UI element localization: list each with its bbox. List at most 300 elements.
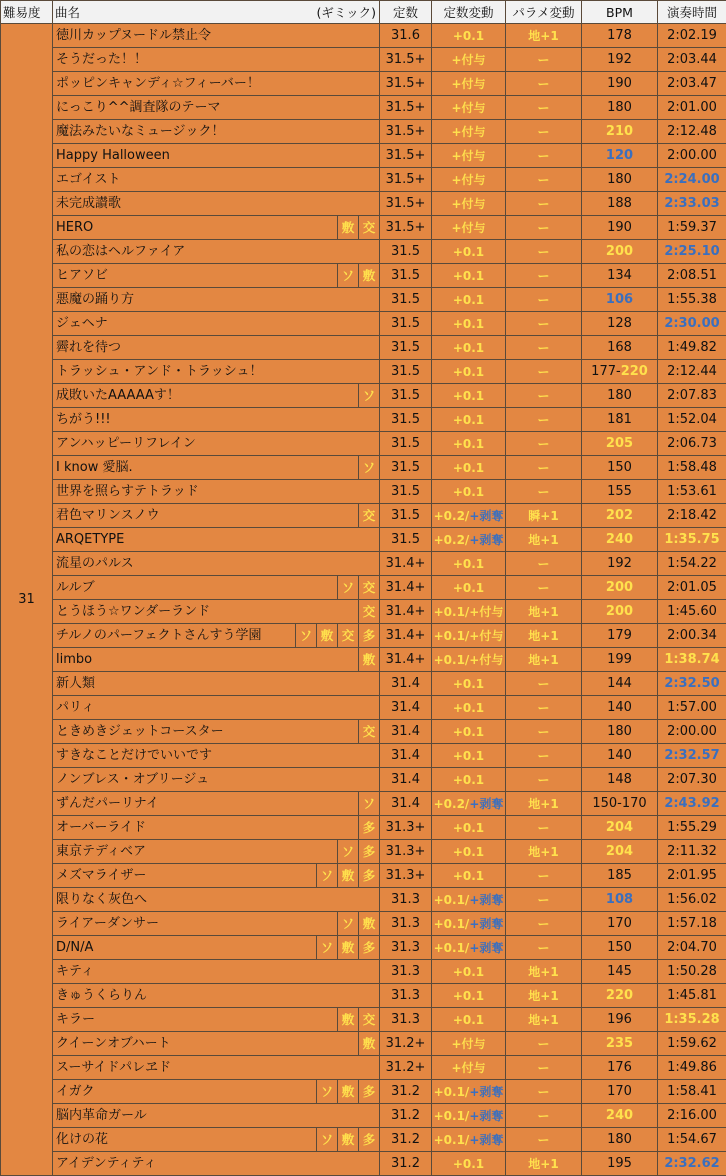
table-row[interactable] — [1, 768, 726, 792]
bpm-cell — [582, 264, 658, 288]
header-row — [1, 1, 726, 24]
song-name: オーバーライド — [53, 816, 358, 839]
play-time-cell — [658, 960, 726, 984]
song-name-cell[interactable] — [53, 1128, 380, 1152]
play-time: 2:01.00 — [667, 100, 717, 115]
song-name-wrap — [53, 552, 379, 575]
constant-cell: 31.3 — [380, 984, 432, 1008]
bpm-cell — [582, 744, 658, 768]
table-row[interactable] — [1, 192, 726, 216]
param-change-cell: 地+1 — [506, 528, 582, 552]
constant-change-cell — [432, 312, 506, 336]
song-name-cell[interactable] — [53, 1080, 380, 1104]
song-name-cell[interactable] — [53, 744, 380, 768]
bpm-cell — [582, 384, 658, 408]
play-time-cell — [658, 672, 726, 696]
song-name-cell[interactable] — [53, 720, 380, 744]
song-name-cell[interactable] — [53, 552, 380, 576]
constant-change-cell — [432, 24, 506, 48]
gimmick-tag: 多 — [358, 840, 379, 863]
bpm-cell — [582, 624, 658, 648]
song-name-cell[interactable] — [53, 48, 380, 72]
param-change-cell: 地+1 — [506, 1008, 582, 1032]
table-row[interactable] — [1, 48, 726, 72]
table-row[interactable] — [1, 600, 726, 624]
constant-change-cell — [432, 672, 506, 696]
gimmick-tag: ソ — [337, 576, 358, 599]
constant-change-cell — [432, 792, 506, 816]
gimmick-tag: ソ — [337, 912, 358, 935]
song-name: 流星のパルス — [53, 552, 379, 575]
song-name-cell[interactable] — [53, 1008, 380, 1032]
song-name: メズマライザー — [53, 864, 316, 887]
song-name-wrap — [53, 792, 379, 815]
song-name-wrap — [53, 768, 379, 791]
bpm-value: 188 — [607, 196, 632, 211]
song-name-cell[interactable] — [53, 288, 380, 312]
constant-change-cell — [432, 1008, 506, 1032]
constant-cell: 31.5+ — [380, 216, 432, 240]
gimmick-tag: 交 — [358, 504, 379, 527]
table-row[interactable] — [1, 984, 726, 1008]
song-name-wrap — [53, 192, 379, 215]
constant-change: +0.1 — [453, 389, 484, 403]
song-name-cell[interactable] — [53, 216, 380, 240]
bpm-cell — [582, 96, 658, 120]
gimmick-tag: 多 — [358, 816, 379, 839]
song-name: 脳内革命ガール — [53, 1104, 379, 1127]
constant-change: +0.1 — [453, 245, 484, 259]
song-name-cell[interactable] — [53, 768, 380, 792]
bpm-value: 168 — [607, 340, 632, 355]
song-name-wrap — [53, 1128, 379, 1151]
song-name-cell[interactable] — [53, 1056, 380, 1080]
table-row[interactable] — [1, 264, 726, 288]
table-row[interactable] — [1, 1008, 726, 1032]
song-name-cell[interactable] — [53, 888, 380, 912]
song-name: ずんだパーリナイ — [53, 792, 358, 815]
song-name: ときめきジェットコースター — [53, 720, 358, 743]
song-name-cell[interactable] — [53, 144, 380, 168]
song-name-wrap — [53, 576, 379, 599]
constant-cell: 31.2 — [380, 1104, 432, 1128]
song-name: ルルブ — [53, 576, 337, 599]
param-change-cell: ー — [506, 864, 582, 888]
param-change-cell: 地+1 — [506, 24, 582, 48]
song-name-wrap — [53, 648, 379, 671]
header-bpm[interactable]: BPM — [582, 1, 658, 24]
song-name: 成敗いたAAAAAす！ — [53, 384, 358, 407]
constant-change-cell — [432, 936, 506, 960]
play-time-cell — [658, 24, 726, 48]
bpm-cell — [582, 1032, 658, 1056]
song-name-cell[interactable] — [53, 984, 380, 1008]
table-row[interactable] — [1, 240, 726, 264]
constant-change: +付与 — [451, 101, 485, 115]
table-row[interactable] — [1, 624, 726, 648]
constant-cell: 31.4+ — [380, 648, 432, 672]
song-name-wrap — [53, 504, 379, 527]
constant-change-cell — [432, 504, 506, 528]
bpm-cell — [582, 168, 658, 192]
table-row[interactable] — [1, 384, 726, 408]
table-row[interactable] — [1, 480, 726, 504]
constant-change-cell — [432, 96, 506, 120]
song-name-cell[interactable] — [53, 936, 380, 960]
constant-change-cell — [432, 1032, 506, 1056]
song-name-wrap — [53, 696, 379, 719]
song-name-cell[interactable] — [53, 360, 380, 384]
constant-cell: 31.5+ — [380, 48, 432, 72]
song-name-cell[interactable] — [53, 792, 380, 816]
constant-change-cell — [432, 600, 506, 624]
constant-cell: 31.2 — [380, 1080, 432, 1104]
table-row[interactable] — [1, 168, 726, 192]
constant-change: +0.1 — [453, 725, 484, 739]
play-time-cell — [658, 744, 726, 768]
bpm-value: 200 — [606, 244, 633, 259]
table-row[interactable] — [1, 1056, 726, 1080]
play-time-cell — [658, 288, 726, 312]
table-row[interactable] — [1, 24, 726, 48]
bpm-value: 192 — [607, 52, 632, 67]
constant-change: +0.1 — [453, 965, 484, 979]
bpm-cell — [582, 504, 658, 528]
song-name-cell[interactable] — [53, 120, 380, 144]
bpm-cell — [582, 1008, 658, 1032]
play-time: 1:53.61 — [667, 484, 717, 499]
table-row[interactable] — [1, 696, 726, 720]
constant-cell: 31.5 — [380, 528, 432, 552]
constant-cell: 31.3 — [380, 912, 432, 936]
play-time: 2:06.73 — [667, 436, 717, 451]
table-row[interactable] — [1, 408, 726, 432]
song-name-cell[interactable] — [53, 840, 380, 864]
gimmick-tag: 交 — [358, 600, 379, 623]
table-row[interactable] — [1, 552, 726, 576]
play-time: 1:55.38 — [667, 292, 717, 307]
gimmick-tag: 敷 — [358, 1032, 379, 1055]
bpm-value: 204 — [606, 844, 633, 859]
play-time-cell — [658, 192, 726, 216]
song-name-cell[interactable] — [53, 168, 380, 192]
song-name-cell[interactable] — [53, 264, 380, 288]
param-change-cell: ー — [506, 768, 582, 792]
play-time: 1:59.37 — [667, 220, 717, 235]
song-name-cell[interactable] — [53, 960, 380, 984]
play-time-cell — [658, 864, 726, 888]
play-time: 2:11.32 — [667, 844, 717, 859]
song-name-cell[interactable] — [53, 528, 380, 552]
play-time: 1:52.04 — [667, 412, 717, 427]
song-name-wrap — [53, 816, 379, 839]
bpm-value: 106 — [606, 292, 633, 307]
song-name: D/N/A — [53, 936, 316, 959]
constant-cell: 31.5+ — [380, 96, 432, 120]
play-time: 1:50.28 — [667, 964, 717, 979]
table-row[interactable] — [1, 72, 726, 96]
constant-change: +0.1 — [453, 485, 484, 499]
song-name-wrap — [53, 912, 379, 935]
play-time-cell — [658, 48, 726, 72]
constant-change: +0.1 — [453, 677, 484, 691]
table-row[interactable] — [1, 912, 726, 936]
constant-cell: 31.5 — [380, 240, 432, 264]
bpm-value: 179 — [607, 628, 632, 643]
song-name: きゅうくらりん — [53, 984, 379, 1007]
constant-change-cell — [432, 336, 506, 360]
song-name: Happy Halloween — [53, 144, 379, 167]
song-name-cell[interactable] — [53, 384, 380, 408]
constant-cell: 31.2+ — [380, 1032, 432, 1056]
song-name-cell[interactable] — [53, 240, 380, 264]
song-name-cell[interactable] — [53, 576, 380, 600]
table-row[interactable] — [1, 864, 726, 888]
table-row[interactable] — [1, 672, 726, 696]
constant-change: +付与 — [451, 125, 485, 139]
table-row[interactable] — [1, 216, 726, 240]
play-time: 2:00.34 — [667, 628, 717, 643]
constant-cell: 31.2 — [380, 1128, 432, 1152]
song-name-wrap — [53, 312, 379, 335]
param-change-cell: ー — [506, 408, 582, 432]
play-time: 2:12.44 — [667, 364, 717, 379]
bpm-value: 192 — [607, 556, 632, 571]
play-time-cell — [658, 936, 726, 960]
param-change-cell: ー — [506, 288, 582, 312]
table-row[interactable] — [1, 576, 726, 600]
bpm-cell — [582, 1056, 658, 1080]
song-name-cell[interactable] — [53, 816, 380, 840]
song-name-cell[interactable] — [53, 456, 380, 480]
bpm-value: 199 — [607, 652, 632, 667]
constant-cell: 31.3 — [380, 1008, 432, 1032]
song-name: 化けの花 — [53, 1128, 316, 1151]
constant-change: +付与 — [451, 1037, 485, 1051]
song-name-cell[interactable] — [53, 24, 380, 48]
table-row[interactable] — [1, 936, 726, 960]
song-name-wrap — [53, 528, 379, 551]
param-change-cell: ー — [506, 888, 582, 912]
song-name: キティ — [53, 960, 379, 983]
bpm-cell — [582, 816, 658, 840]
play-time: 1:38.74 — [664, 652, 719, 667]
play-time: 1:58.48 — [667, 460, 717, 475]
song-name-cell[interactable] — [53, 624, 380, 648]
table-row[interactable] — [1, 360, 726, 384]
constant-cell: 31.4 — [380, 768, 432, 792]
header-difficulty[interactable]: 難易度 — [1, 1, 53, 24]
song-name: 世界を照らすテトラッド — [53, 480, 379, 503]
play-time: 2:30.00 — [664, 316, 719, 331]
table-row[interactable] — [1, 288, 726, 312]
play-time-cell — [658, 216, 726, 240]
song-name-cell[interactable] — [53, 504, 380, 528]
constant-change-deprive: +剥奪 — [469, 893, 503, 907]
table-row[interactable] — [1, 120, 726, 144]
song-name-wrap — [53, 888, 379, 911]
song-name-cell[interactable] — [53, 672, 380, 696]
param-change-cell: ー — [506, 216, 582, 240]
play-time: 1:49.86 — [667, 1060, 717, 1075]
play-time: 2:02.19 — [667, 28, 717, 43]
song-name-cell[interactable] — [53, 912, 380, 936]
play-time: 1:59.62 — [667, 1036, 717, 1051]
table-row[interactable] — [1, 816, 726, 840]
constant-change-cell — [432, 72, 506, 96]
table-row[interactable] — [1, 744, 726, 768]
constant-cell: 31.5 — [380, 312, 432, 336]
play-time-cell — [658, 1080, 726, 1104]
song-name-wrap — [53, 960, 379, 983]
song-name-wrap — [53, 96, 379, 119]
song-name-cell[interactable] — [53, 600, 380, 624]
bpm-value: 195 — [607, 1156, 632, 1171]
bpm-value: 120 — [606, 148, 633, 163]
song-name: HERO — [53, 216, 337, 239]
play-time-cell — [658, 264, 726, 288]
constant-change: +0.1 — [453, 461, 484, 475]
bpm-value: 150 — [607, 940, 632, 955]
gimmick-tag: ソ — [316, 864, 337, 887]
table-row[interactable] — [1, 1080, 726, 1104]
table-row[interactable] — [1, 960, 726, 984]
bpm-cell — [582, 648, 658, 672]
song-name: ちがう!!! — [53, 408, 379, 431]
constant-cell: 31.5 — [380, 504, 432, 528]
song-name-wrap — [53, 240, 379, 263]
song-name: ノンブレス・オブリージュ — [53, 768, 379, 791]
param-change-cell: ー — [506, 120, 582, 144]
constant-change-cell — [432, 960, 506, 984]
bpm-value: 177- — [591, 364, 621, 379]
constant-change: +0.1 — [453, 773, 484, 787]
constant-change: +付与 — [451, 1061, 485, 1075]
param-change-cell: ー — [506, 144, 582, 168]
constant-cell: 31.5+ — [380, 144, 432, 168]
gimmick-tag: 多 — [358, 1128, 379, 1151]
song-name-wrap — [53, 48, 379, 71]
gimmick-tag: 交 — [337, 624, 358, 647]
song-name-cell[interactable] — [53, 336, 380, 360]
play-time: 2:07.30 — [667, 772, 717, 787]
song-name-cell[interactable] — [53, 864, 380, 888]
bpm-value: 200 — [606, 604, 633, 619]
table-row[interactable] — [1, 720, 726, 744]
table-row[interactable] — [1, 1104, 726, 1128]
param-change-cell: ー — [506, 720, 582, 744]
play-time: 1:57.18 — [667, 916, 717, 931]
constant-cell: 31.5 — [380, 456, 432, 480]
table-row[interactable] — [1, 96, 726, 120]
song-name-wrap — [53, 336, 379, 359]
table-row[interactable] — [1, 528, 726, 552]
param-change-cell: ー — [506, 936, 582, 960]
constant-change-cell — [432, 1056, 506, 1080]
song-name-wrap — [53, 864, 379, 887]
bpm-value: 128 — [607, 316, 632, 331]
table-row[interactable] — [1, 648, 726, 672]
constant-change: +0.1 — [453, 29, 484, 43]
song-name-cell[interactable] — [53, 408, 380, 432]
song-name-cell[interactable] — [53, 432, 380, 456]
bpm-value: 200 — [606, 580, 633, 595]
song-name-cell[interactable] — [53, 648, 380, 672]
constant-change: +0.2/ — [434, 509, 470, 523]
bpm-cell — [582, 552, 658, 576]
bpm-value: 180 — [607, 724, 632, 739]
play-time: 2:25.10 — [664, 244, 719, 259]
constant-cell: 31.4 — [380, 792, 432, 816]
table-row[interactable] — [1, 840, 726, 864]
header-song-name[interactable] — [53, 1, 380, 24]
bpm-cell — [582, 528, 658, 552]
header-constant-change[interactable]: 定数変動 — [432, 1, 506, 24]
param-change-cell: ー — [506, 816, 582, 840]
constant-change-cell — [432, 984, 506, 1008]
gimmick-tag: ソ — [358, 456, 379, 479]
header-play-time[interactable]: 演奏時間 — [658, 1, 726, 24]
header-constant[interactable]: 定数 — [380, 1, 432, 24]
bpm-value: 220 — [606, 988, 633, 1003]
param-change-cell: 地+1 — [506, 624, 582, 648]
table-row[interactable] — [1, 336, 726, 360]
song-name-cell[interactable] — [53, 1104, 380, 1128]
play-time-cell — [658, 72, 726, 96]
table-row[interactable] — [1, 456, 726, 480]
constant-cell: 31.4+ — [380, 600, 432, 624]
song-name-cell[interactable] — [53, 96, 380, 120]
constant-change: +付与 — [451, 77, 485, 91]
bpm-cell — [582, 672, 658, 696]
constant-change: +0.1/ — [434, 917, 470, 931]
table-row[interactable] — [1, 1032, 726, 1056]
constant-cell: 31.4+ — [380, 552, 432, 576]
table-row[interactable] — [1, 888, 726, 912]
bpm-value: 190 — [607, 220, 632, 235]
gimmick-tag: 交 — [358, 576, 379, 599]
song-name-cell[interactable] — [53, 696, 380, 720]
table-row[interactable] — [1, 312, 726, 336]
table-row[interactable] — [1, 504, 726, 528]
song-name-cell[interactable] — [53, 312, 380, 336]
play-time-cell — [658, 528, 726, 552]
table-row[interactable] — [1, 432, 726, 456]
table-row[interactable] — [1, 792, 726, 816]
song-name-wrap — [53, 624, 379, 647]
play-time: 2:32.50 — [664, 676, 719, 691]
song-name-cell[interactable] — [53, 1032, 380, 1056]
table-row[interactable] — [1, 1128, 726, 1152]
table-row[interactable] — [1, 144, 726, 168]
song-name: 君色マリンスノウ — [53, 504, 358, 527]
constant-change-cell — [432, 576, 506, 600]
constant-change: +0.1 — [453, 869, 484, 883]
bpm-value: 148 — [607, 772, 632, 787]
song-name-cell[interactable] — [53, 192, 380, 216]
play-time-cell — [658, 408, 726, 432]
song-name-cell[interactable] — [53, 480, 380, 504]
song-name-wrap — [53, 408, 379, 431]
constant-cell: 31.3 — [380, 960, 432, 984]
header-param-change[interactable]: パラメ変動 — [506, 1, 582, 24]
bpm-cell — [582, 120, 658, 144]
song-name: パリィ — [53, 696, 379, 719]
song-name-wrap — [53, 840, 379, 863]
param-change-cell: ー — [506, 1080, 582, 1104]
song-name-cell[interactable] — [53, 72, 380, 96]
param-change-cell: ー — [506, 72, 582, 96]
